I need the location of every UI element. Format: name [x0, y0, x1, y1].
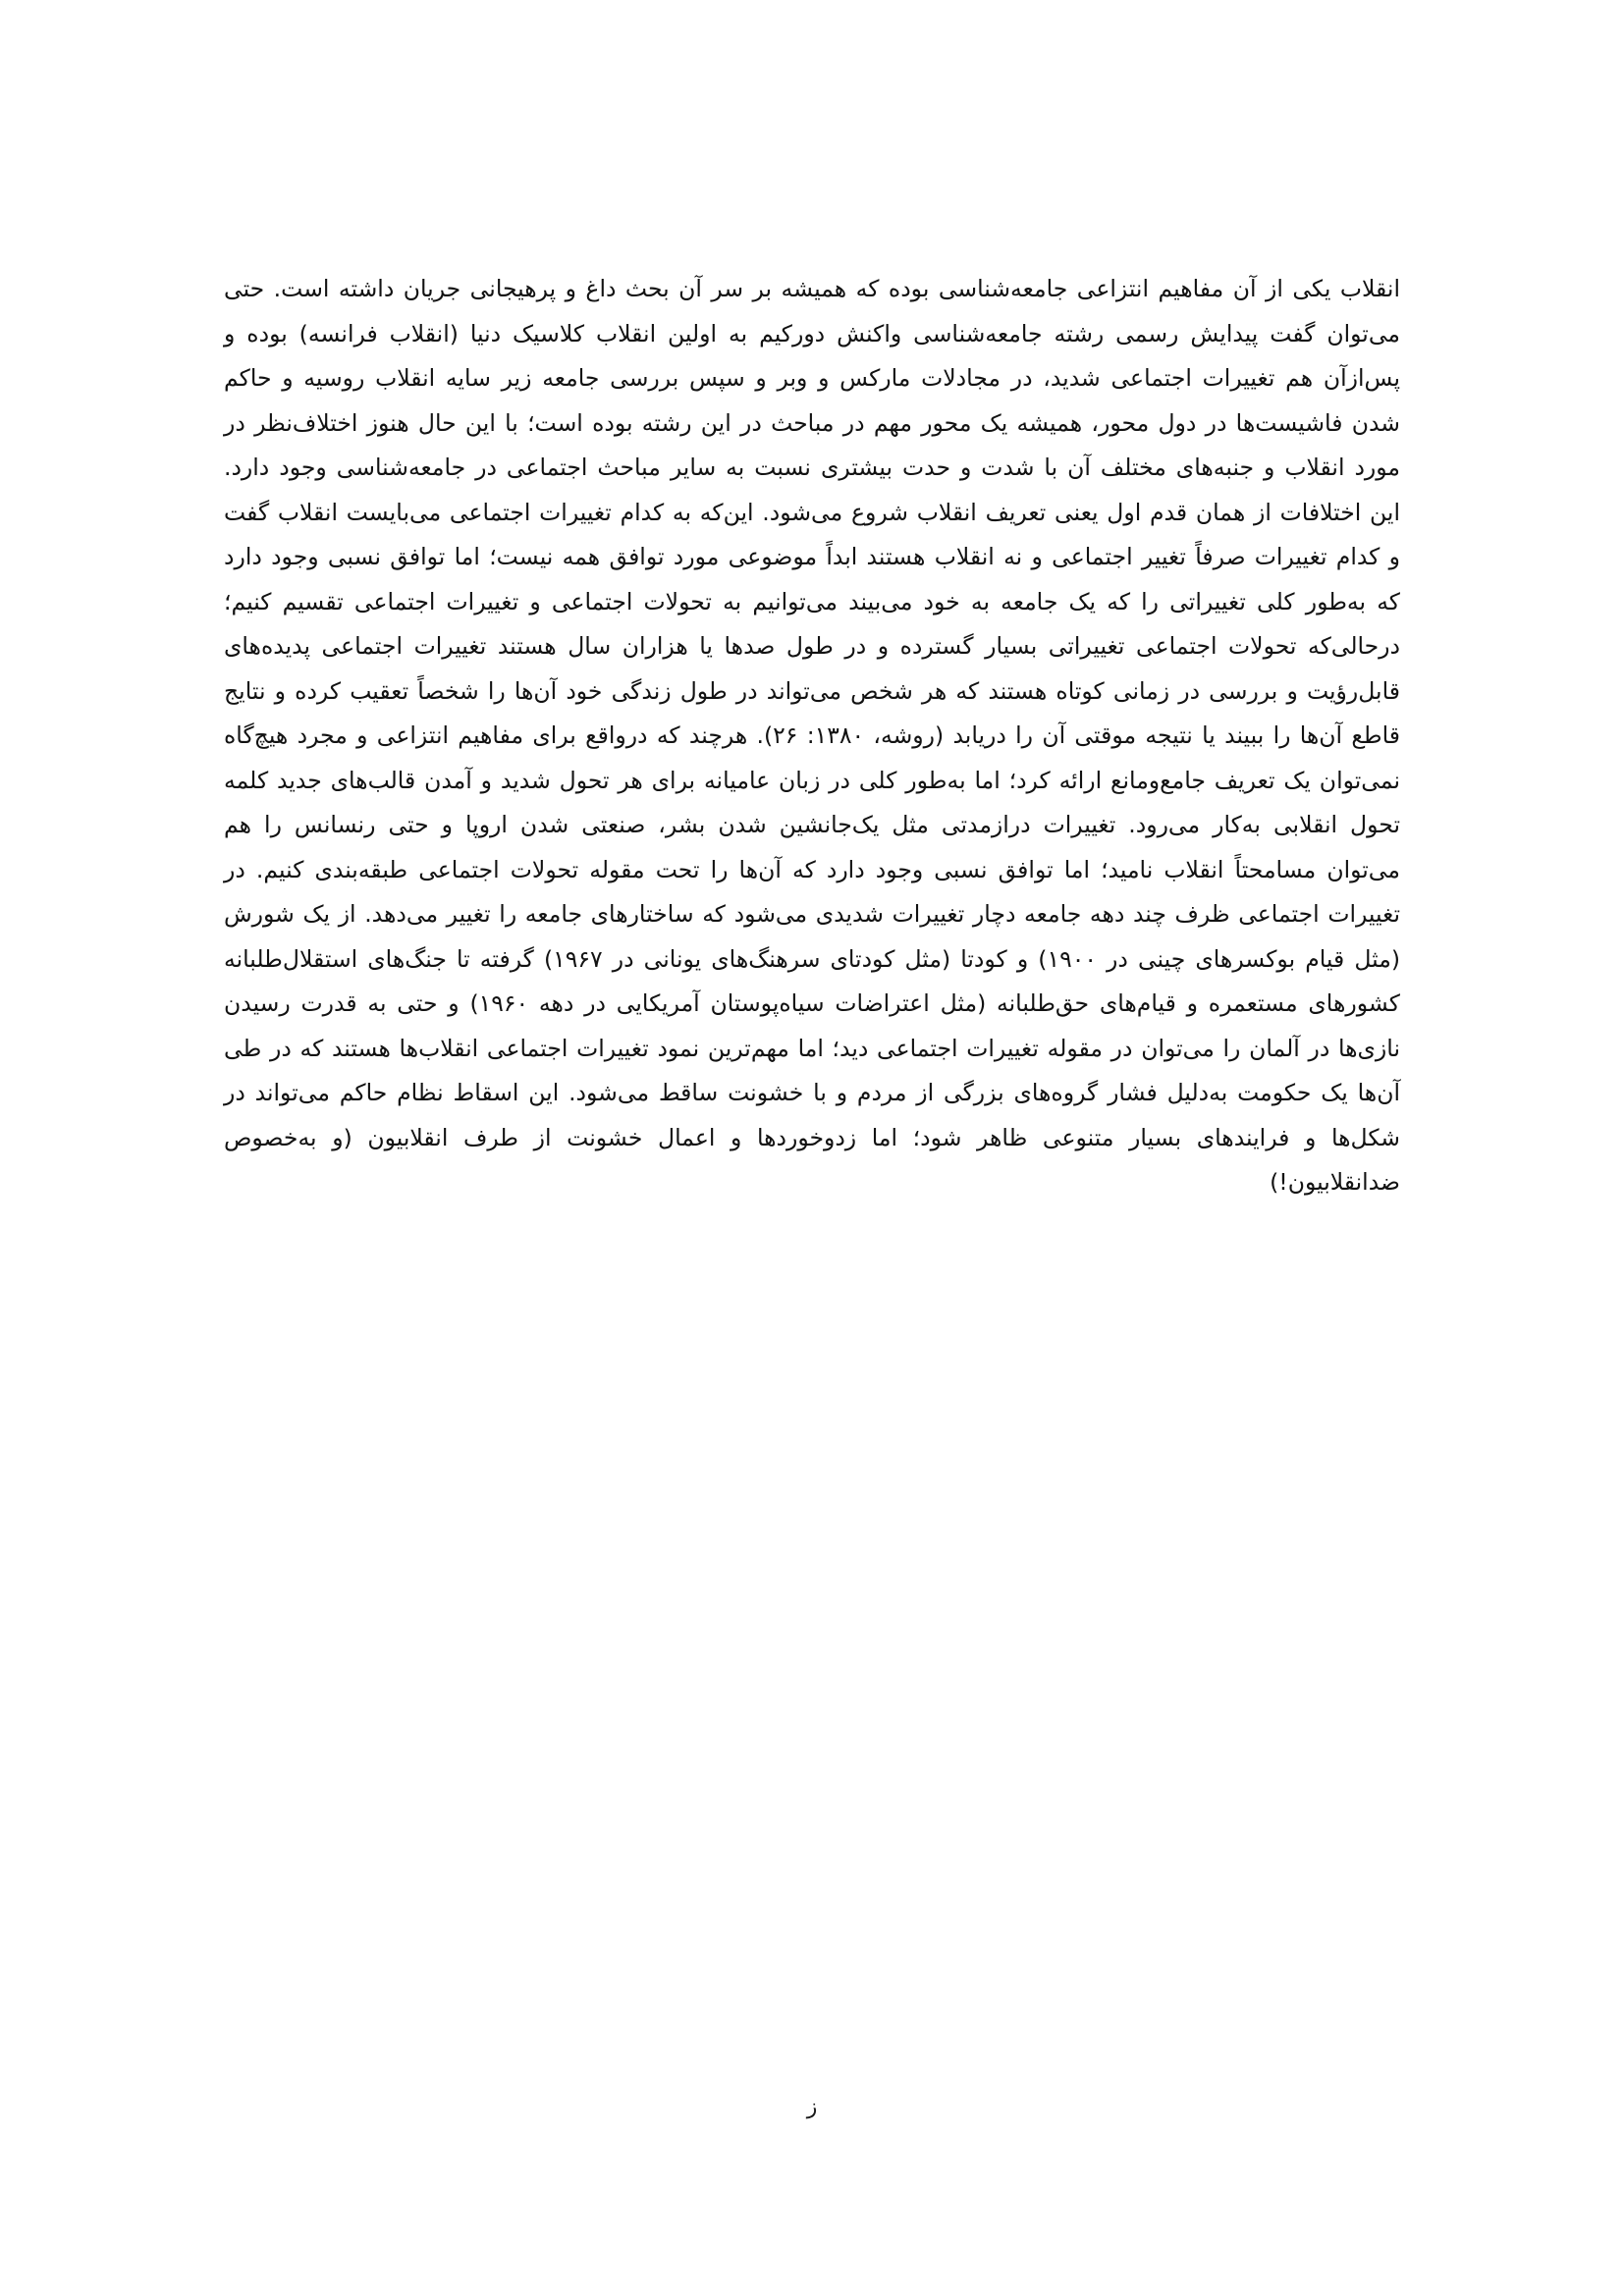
page-number: ز [806, 2095, 818, 2119]
body-text-block [224, 267, 1400, 1205]
paragraph-main: انقلاب یکی از آن مفاهیم انتزاعی جامعه‌شناسی بوده که همیشه بر سر آن بحث داغ و پرهیجانی جریان داشته است. حتی می‌توان گفت پیدایش رسمی رشته جامعه‌شناسی واکنش دورکیم به اولین انقلاب کلاسیک دنیا (انقلاب فرانسه) بوده و پس‌ازآن هم تغییرات اجتماعی شدید، در مجادلات مارکس و وبر و سپس بررسی جامعه زیر سایه انقلاب روسیه و حاکم شدن فاشیست‌ها در دول محور، همیشه یک محور مهم در مباحث در این رشته بوده است؛ با این حال هنوز اختلاف‌نظر در مورد انقلاب و جنبه‌های مختلف آن با شدت و حدت بیشتری نسبت به سایر مباحث اجتماعی در جامعه‌شناسی وجود دارد. این اختلافات از همان قدم اول یعنی تعریف انقلاب شروع می‌شود. این‌که به کدام تغییرات اجتماعی می‌بایست انقلاب گفت و کدام تغییرات صرفاً تغییر اجتماعی و نه انقلاب هستند ابداً موضوعی مورد توافق همه نیست؛ اما توافق نسبی وجود دارد که به‌طور کلی تغییراتی را که یک جامعه به خود می‌بیند می‌توانیم به تحولات اجتماعی و تغییرات اجتماعی تقسیم کنیم؛ درحالی‌که تحولات اجتماعی تغییراتی بسیار گسترده و در طول صدها یا هزاران سال هستند تغییرات اجتماعی پدیده‌های قابل‌رؤیت و بررسی در زمانی کوتاه هستند که هر شخص می‌تواند در طول زندگی خود آن‌ها را شخصاً تعقیب کرده و نتایج قاطع آن‌ها را ببیند یا نتیجه موقتی آن را دریابد (روشه، ۱۳۸۰: ۲۶). هرچند که درواقع برای مفاهیم انتزاعی و مجرد هیچ‌گاه نمی‌توان یک تعریف جامع‌ومانع ارائه کرد؛ اما به‌طور کلی در زبان عامیانه برای هر تحول شدید و آمدن قالب‌های جدید کلمه تحول انقلابی به‌کار می‌رود. تغییرات درازمدتی مثل یک‌جانشین شدن بشر، صنعتی شدن اروپا و حتی رنسانس را هم می‌توان مسامحتاً انقلاب نامید؛ اما توافق نسبی وجود دارد که آن‌ها را تحت مقوله تحولات اجتماعی طبقه‌بندی کنیم. در تغییرات اجتماعی ظرف چند دهه جامعه دچار تغییرات شدیدی می‌شود که ساختارهای جامعه را تغییر می‌دهد. از یک شورش (مثل قیام بوکسرهای چینی در ۱۹۰۰) و کودتا (مثل کودتای سرهنگ‌های یونانی در ۱۹۶۷) گرفته تا جنگ‌های استقلال‌طلبانه کشورهای مستعمره و قیام‌های حق‌طلبانه (مثل اعتراضات سیاه‌پوستان آمریکایی در دهه ۱۹۶۰) و حتی به قدرت رسیدن نازی‌ها در آلمان را می‌توان در مقوله تغییرات اجتماعی دید؛ اما مهم‌ترین نمود تغییرات اجتماعی انقلاب‌ها هستند که در طی آن‌ها یک حکومت به‌دلیل فشار گروه‌های بزرگی از مردم و با خشونت ساقط می‌شود. این اسقاط نظام حاکم می‌تواند در شکل‌ها و فرایندهای بسیار متنوعی ظاهر شود؛ اما زدوخوردها و اعمال خشونت از طرف انقلابیون (و به‌خصوص ضدانقلابیون!) [224, 275, 1401, 1196]
page-content [224, 267, 1400, 1205]
